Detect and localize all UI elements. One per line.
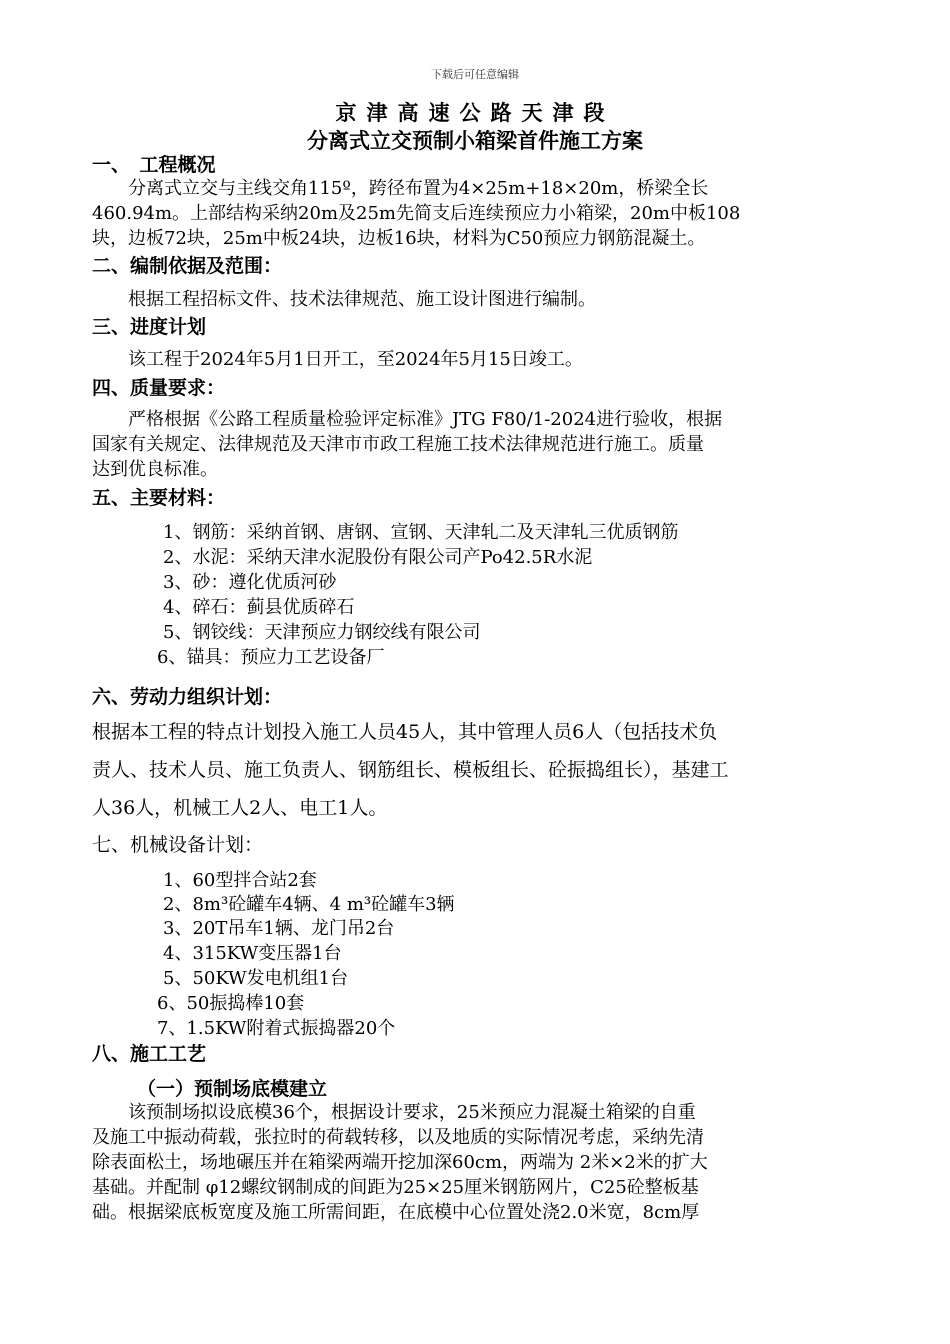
list-item: 4、碎石：蓟县优质碎石 [163, 597, 355, 618]
section-heading-basis: 二、编制依据及范围： [92, 255, 283, 277]
section-heading-schedule: 三、进度计划 [92, 316, 207, 338]
list-item: 6、50振捣棒10套 [157, 993, 305, 1014]
section-heading-process: 八、施工工艺 [92, 1043, 207, 1065]
paragraph-line: 严格根据《公路工程质量检验评定标准》JTG F80/1-2024进行验收，根据 [92, 409, 723, 430]
paragraph-line: 础。根据梁底板宽度及施工所需间距，在底模中心位置处浇2.0米宽，8cm厚 [92, 1202, 700, 1223]
list-item: 2、8m³砼罐车4辆、4 m³砼罐车3辆 [163, 894, 455, 915]
paragraph-line: 分离式立交与主线交角115º，跨径布置为4×25m+18×20m，桥梁全长 [92, 178, 709, 199]
paragraph-line: 460.94m。上部结构采纳20m及25m先简支后连续预应力小箱梁，20m中板108 [92, 203, 741, 224]
list-item: 2、水泥：采纳天津水泥股份有限公司产Po42.5R水泥 [163, 547, 593, 568]
list-item: 3、20T吊车1辆、龙门吊2台 [163, 918, 395, 939]
section-heading-equipment: 七、机械设备计划： [92, 834, 264, 856]
paragraph-line: 根据工程招标文件、技术法律规范、施工设计图进行编制。 [92, 289, 596, 310]
paragraph-line: 根据本工程的特点计划投入施工人员45人，其中管理人员6人（包括技术负 [92, 721, 718, 743]
paragraph-line: 达到优良标准。 [92, 459, 218, 480]
list-item: 4、315KW变压器1台 [163, 943, 342, 964]
paragraph-line: 除表面松土，场地碾压并在箱梁两端开挖加深60cm，两端为 2米×2米的扩大 [92, 1152, 708, 1173]
section-heading-quality: 四、质量要求： [92, 377, 226, 399]
paragraph-line: 人36人，机械工人2人、电工1人。 [92, 797, 388, 819]
list-item: 1、60型拌合站2套 [163, 870, 317, 891]
document-title: 京津高速公路天津段 [335, 100, 615, 125]
paragraph-line: 及施工中振动荷载，张拉时的荷载转移，以及地质的实际情况考虑，采纳先清 [92, 1127, 704, 1148]
paragraph-line: 基础。并配制 φ12螺纹钢制成的间距为25×25厘米钢筋网片，C25砼整板基 [92, 1177, 699, 1198]
paragraph-line: 块，边板72块，25m中板24块，边板16块，材料为C50预应力钢筋混凝土。 [92, 228, 706, 249]
header-note: 下载后可任意编辑 [431, 68, 519, 81]
document-subtitle: 分离式立交预制小箱梁首件施工方案 [307, 128, 643, 153]
paragraph-line: 责人、技术人员、施工负责人、钢筋组长、模板组长、砼振捣组长），基建工 [92, 759, 729, 781]
list-item: 3、砂：遵化优质河砂 [163, 572, 337, 593]
list-item: 5、钢铰线：天津预应力钢绞线有限公司 [163, 622, 481, 643]
section-heading-labor: 六、劳动力组织计划： [92, 686, 283, 708]
paragraph-line: 该工程于2024年5月1日开工，至2024年5月15日竣工。 [92, 349, 583, 370]
section-heading-materials: 五、主要材料： [92, 487, 226, 509]
list-item: 1、钢筋：采纳首钢、唐钢、宣钢、天津轧二及天津轧三优质钢筋 [163, 522, 679, 543]
list-item: 6、锚具：预应力工艺设备厂 [157, 647, 385, 668]
subsection-heading: （一）预制场底模建立 [137, 1078, 328, 1100]
paragraph-line: 国家有关规定、法律规范及天津市市政工程施工技术法律规范进行施工。质量 [92, 434, 704, 455]
list-item: 5、50KW发电机组1台 [163, 968, 349, 989]
list-item: 7、1.5KW附着式振捣器20个 [157, 1018, 396, 1039]
section-heading-overview: 一、 工程概况 [92, 154, 216, 176]
paragraph-line: 该预制场拟设底模36个，根据设计要求，25米预应力混凝土箱梁的自重 [92, 1102, 696, 1123]
